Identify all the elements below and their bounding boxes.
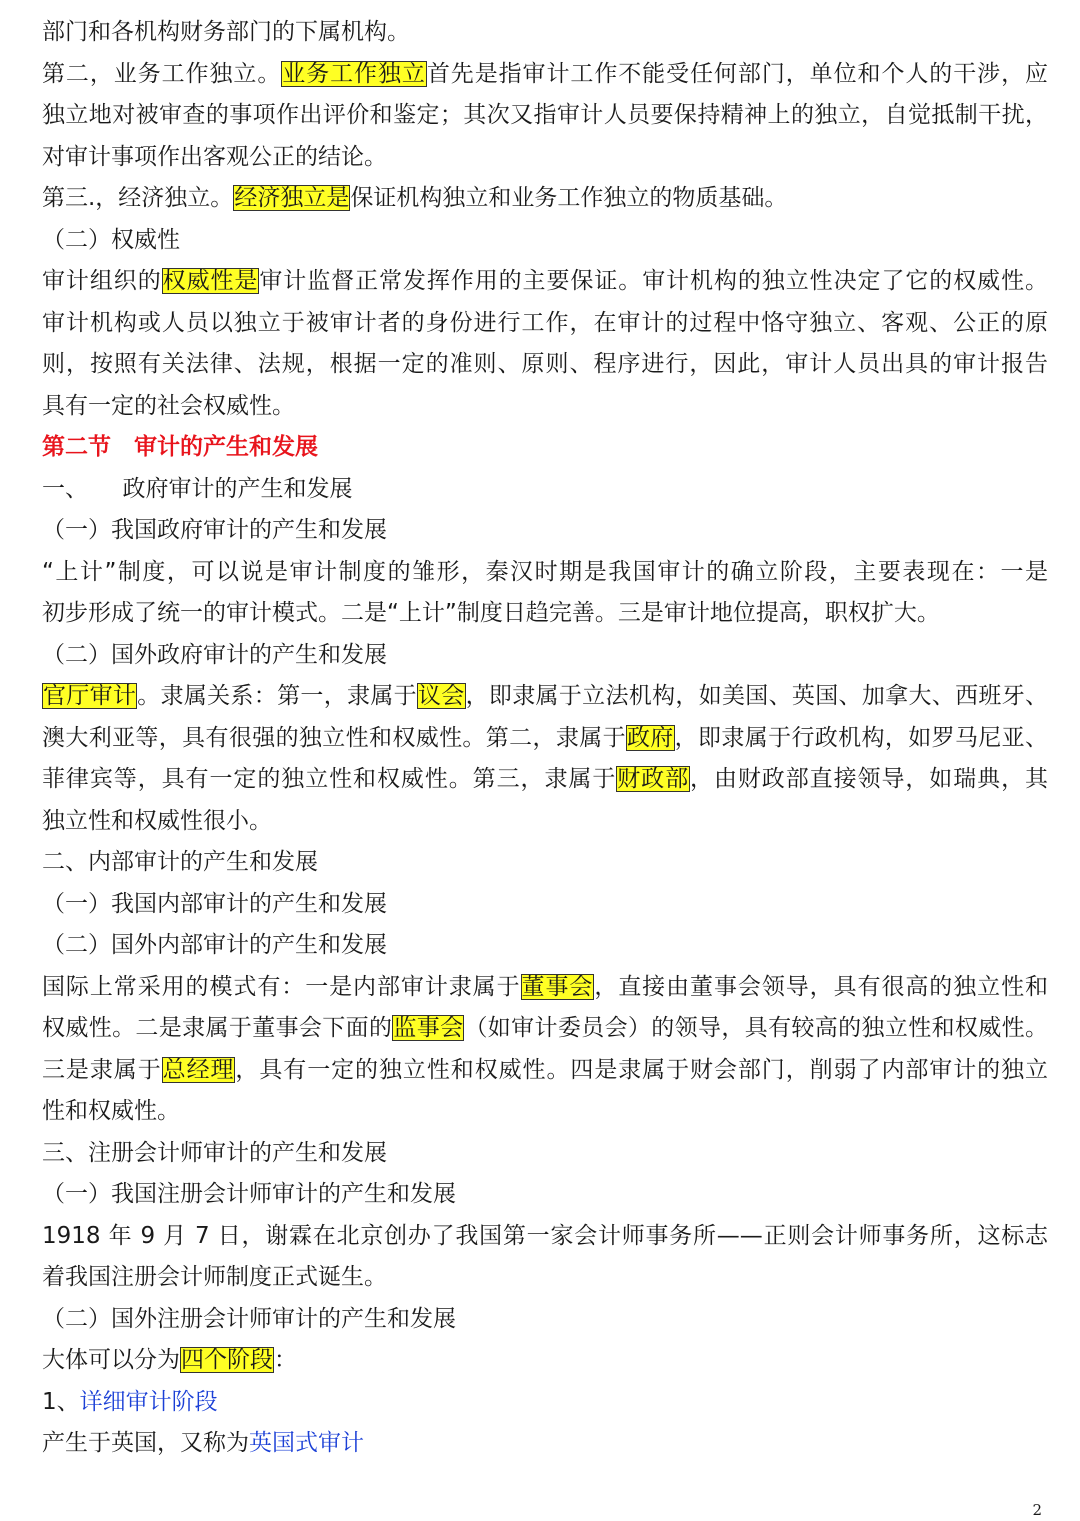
- text-span: 具有一定的社会权威性。: [42, 392, 295, 419]
- text-span: 三、注册会计师审计的产生和发展: [42, 1139, 387, 1166]
- text-span: ，由财政部直接领导，如瑞典，其: [690, 766, 1049, 792]
- text-span: 澳大利亚等，具有很强的独立性和权威性。第二，隶属于: [42, 724, 626, 751]
- text-span: （二）国外注册会计师审计的产生和发展: [42, 1305, 456, 1332]
- page-number: 2: [1032, 1501, 1042, 1519]
- text-span: ，直接由董事会领导，具有很高的独立性和: [594, 973, 1049, 1000]
- text-span: 审计机构或人员以独立于被审计者的身份进行工作，在审计的过程中恪守独立、客观、公正的原: [42, 309, 1048, 336]
- highlighted-term: 议会: [417, 683, 465, 709]
- section-heading: [42, 427, 1048, 469]
- text-line: [42, 552, 1048, 594]
- highlighted-term: 监事会: [393, 1015, 464, 1041]
- text-span: ，即隶属于立法机构，如美国、英国、加拿大、西班牙、: [465, 683, 1049, 709]
- highlighted-term: 官厅审计: [43, 683, 137, 709]
- text-span: 菲律宾等，具有一定的独立性和权威性。第三，隶属于: [42, 766, 617, 792]
- text-span: 1918 年 9 月 7 日，谢霖在北京创办了我国第一家会计师事务所——正则会计师事务所，这标志: [42, 1222, 1048, 1249]
- highlighted-term: 董事会: [521, 973, 594, 1000]
- text-span: 初步形成了统一的审计模式。二是“上计”制度日趋完善。三是审计地位提高，职权扩大。: [42, 600, 940, 626]
- highlighted-term: 权威性是: [162, 268, 259, 294]
- text-line: [42, 303, 1048, 345]
- text-line: [42, 676, 1048, 718]
- text-span: 一、 政府审计的产生和发展: [42, 475, 353, 502]
- subheading: [42, 1174, 1048, 1216]
- text-line: [42, 1050, 1048, 1092]
- text-line: [42, 759, 1048, 801]
- section-title: 第二节 审计的产生和发展: [42, 434, 318, 460]
- highlighted-term: 政府: [626, 724, 674, 751]
- highlighted-term: 财政部: [617, 766, 690, 792]
- text-span: 1、: [42, 1388, 80, 1415]
- text-line: [42, 967, 1048, 1009]
- subheading: [42, 1299, 1048, 1341]
- text-span: 国际上常采用的模式有：一是内部审计隶属于: [42, 973, 521, 1000]
- text-span: （一）我国内部审计的产生和发展: [42, 890, 387, 917]
- text-line: [42, 801, 1048, 843]
- text-line: [42, 95, 1048, 137]
- text-span: （一）我国注册会计师审计的产生和发展: [42, 1181, 456, 1207]
- text-span: （一）我国政府审计的产生和发展: [42, 517, 387, 543]
- text-line: [42, 54, 1048, 96]
- text-span: 性和权威性。: [42, 1098, 180, 1124]
- text-line: [42, 593, 1048, 635]
- text-line: [42, 178, 1048, 220]
- text-span: 权威性。二是隶属于董事会下面的: [42, 1015, 393, 1041]
- text-span: 三是隶属于: [42, 1056, 162, 1083]
- text-line: [42, 1340, 1048, 1382]
- subheading: [42, 635, 1048, 677]
- text-span: 独立地对被审查的事项作出评价和鉴定；其次又指审计人员要保持精神上的独立，自觉抵制干扰，: [42, 102, 1048, 128]
- text-span: 二、内部审计的产生和发展: [42, 849, 318, 875]
- text-span: 着我国注册会计师制度正式诞生。: [42, 1264, 387, 1290]
- blue-term: 详细审计阶段: [79, 1388, 218, 1415]
- text-line: [42, 718, 1048, 760]
- subheading: [42, 842, 1048, 884]
- text-line: [42, 12, 1048, 54]
- subheading: [42, 884, 1048, 926]
- subheading: [42, 469, 1048, 511]
- text-span: 产生于英国，又称为: [42, 1430, 249, 1456]
- text-span: 。隶属关系：第一，隶属于: [137, 683, 417, 709]
- text-span: （二）国外内部审计的产生和发展: [42, 932, 387, 958]
- text-span: 保证机构独立和业务工作独立的物质基础。: [350, 185, 788, 211]
- text-span: 第三.，经济独立。: [42, 185, 234, 211]
- highlighted-term: 业务工作独立: [282, 60, 426, 87]
- list-item: [42, 1382, 1048, 1424]
- text-span: （二）国外政府审计的产生和发展: [42, 641, 387, 668]
- text-line: [42, 386, 1048, 428]
- document-page: [42, 12, 1048, 1465]
- text-span: 大体可以分为: [42, 1347, 180, 1373]
- text-line: [42, 137, 1048, 179]
- text-line: [42, 1257, 1048, 1299]
- text-span: 审计监督正常发挥作用的主要保证。审计机构的独立性决定了它的权威性。: [259, 268, 1049, 294]
- subheading: [42, 220, 1048, 262]
- text-span: ：: [274, 1347, 297, 1373]
- subheading: [42, 1133, 1048, 1175]
- subheading: [42, 510, 1048, 552]
- text-line: [42, 1423, 1048, 1465]
- text-line: [42, 1091, 1048, 1133]
- text-span: ，具有一定的独立性和权威性。四是隶属于财会部门，削弱了内部审计的独立: [235, 1056, 1049, 1083]
- text-line: [42, 1008, 1048, 1050]
- text-span: “上计”制度，可以说是审计制度的雏形，秦汉时期是我国审计的确立阶段，主要表现在：一是: [42, 558, 1048, 585]
- text-span: 则，按照有关法律、法规，根据一定的准则、原则、程序进行，因此，审计人员出具的审计报告: [42, 351, 1048, 377]
- text-line: [42, 344, 1048, 386]
- blue-term: 英国式审计: [249, 1430, 364, 1456]
- text-span: 部门和各机构财务部门的下属机构。: [42, 19, 410, 45]
- text-line: [42, 1216, 1048, 1258]
- text-span: （如审计委员会）的领导，具有较高的独立性和权威性。: [464, 1015, 1049, 1041]
- text-span: ，即隶属于行政机构，如罗马尼亚、: [674, 724, 1049, 751]
- text-line: [42, 261, 1048, 303]
- highlighted-term: 总经理: [162, 1056, 235, 1083]
- text-span: 第二，业务工作独立。: [42, 60, 282, 87]
- text-span: 对审计事项作出客观公正的结论。: [42, 143, 387, 170]
- text-span: 首先是指审计工作不能受任何部门，单位和个人的干涉，应: [426, 60, 1049, 87]
- highlighted-term: 四个阶段: [181, 1347, 273, 1373]
- text-span: （二）权威性: [42, 226, 180, 253]
- text-span: 审计组织的: [42, 268, 162, 294]
- highlighted-term: 经济独立是: [234, 185, 350, 211]
- subheading: [42, 925, 1048, 967]
- text-span: 独立性和权威性很小。: [42, 807, 272, 834]
